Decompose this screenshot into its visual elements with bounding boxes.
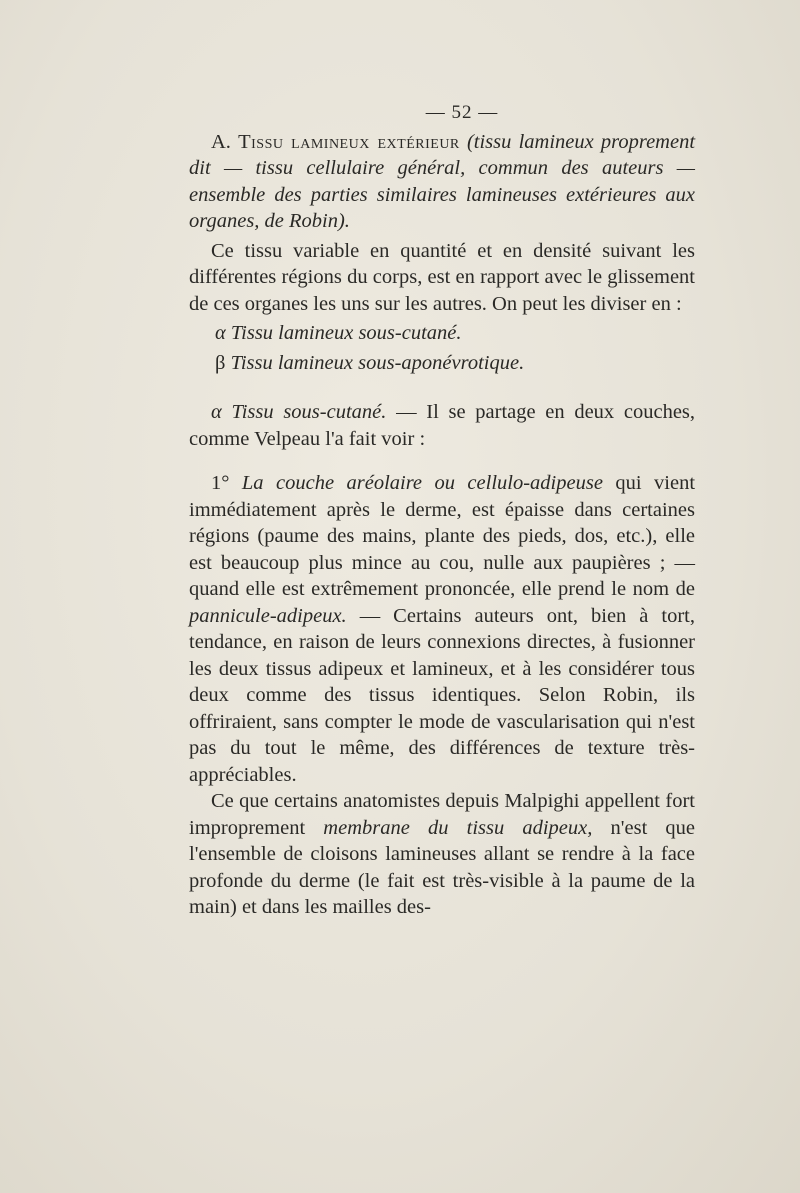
subsection-title: Tissu sous-cutané.	[231, 401, 387, 423]
section-title: Tissu lamineux extérieur	[238, 130, 460, 153]
list-marker: β	[215, 351, 226, 374]
paragraph-1: Ce tissu variable en quantité et en densité suivant les différentes régions du corps, est en rapport avec le glissement de ces organes les uns sur les autres. On peut les diviser en :	[189, 239, 695, 315]
list-item-alpha	[189, 320, 695, 347]
section-label: A.	[211, 130, 231, 153]
paragraph-2-lead: La couche aréolaire ou cellulo-adipeuse	[241, 472, 603, 494]
page-number: — 52 —	[425, 102, 499, 123]
list-marker: α	[215, 322, 226, 344]
subsection-text: — Il se partage en deux couches, comme Velpeau l'a fait voir :	[189, 401, 696, 450]
paragraph-3-text-b: n'est que l'ensemble de cloisons lamineuses allant se rendre à la face profonde du derme (le fait est très-visible à la paume de la main) et dans les mailles des-	[189, 816, 696, 918]
list-item-beta	[189, 350, 695, 377]
page-body	[189, 100, 695, 921]
section-heading	[189, 129, 695, 235]
list-text: Tissu lamineux sous-cutané.	[230, 322, 462, 344]
paragraph-3-term: membrane du tissu adipeux,	[323, 816, 593, 839]
subsection-marker: α	[211, 401, 222, 423]
paragraph-2-number: 1°	[211, 472, 230, 494]
paragraph-2-text-b: — Certains auteurs ont, bien à tort, tendance, en raison de leurs connexions directes, à fusionner les deux tissus adipeux et lamineux, et à les considérer tous deux comme des tissus identiques. Selon Robin, ils offriraient, sans compter le mode de vascularisation qui n'est pas du tout le même, des différences de texture très-appréciables.	[189, 604, 695, 786]
subsection-heading	[189, 399, 695, 452]
paragraph-2-text-a: qui vient immédiatement après le derme, est épaisse dans certaines régions (paume des mains, plante des pieds, dos, etc.), elle est beaucoup plus mince au cou, nulle aux paupières ; — quand elle est extrêmement prononcée, elle prend le nom de	[189, 472, 696, 600]
paragraph-2	[189, 470, 695, 788]
paragraph-2-term: pannicule-adipeux.	[189, 604, 347, 627]
spacer	[189, 452, 695, 470]
section-subtitle: (tissu lamineux proprement dit — tissu cellulaire général, commun des auteurs — ensemble des parties similaires lamineuses extérieures aux organes, de Robin).	[189, 130, 696, 232]
paragraph-3-text-a: Ce que certains anatomistes depuis Malpighi appellent fort improprement	[189, 790, 695, 839]
paragraph-3	[189, 788, 695, 921]
list-text: Tissu lamineux sous-aponévrotique.	[230, 351, 525, 374]
spacer	[189, 379, 695, 399]
